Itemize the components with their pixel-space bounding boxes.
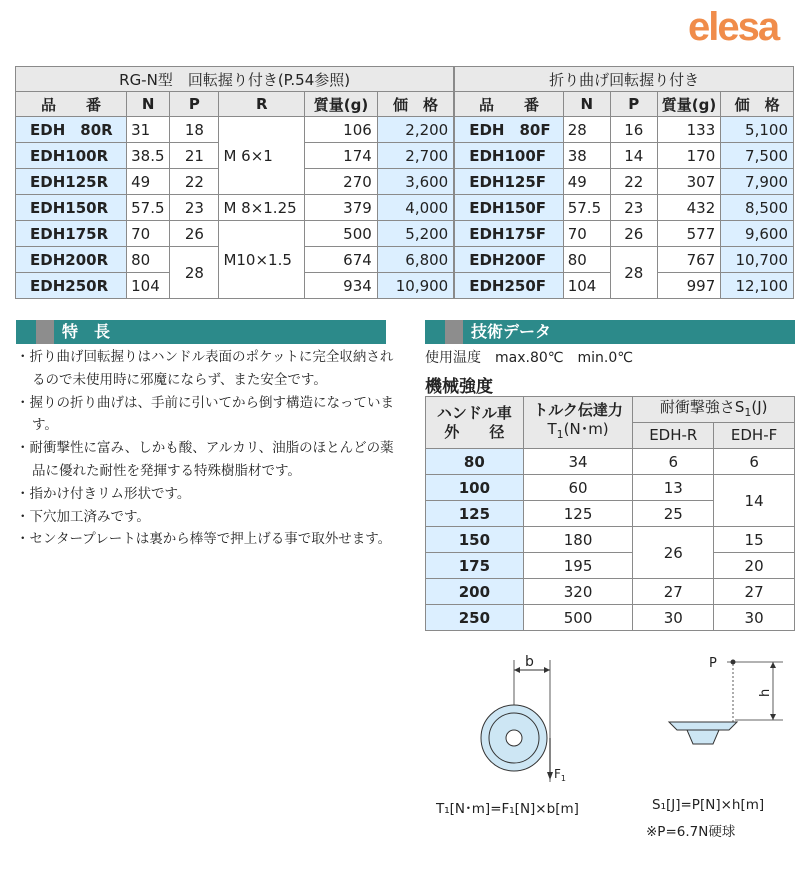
rg-n-group-title: RG-N型 回転握り付き(P.54参照)	[16, 67, 455, 92]
mass-cell: 270	[305, 169, 378, 195]
price-cell: 9,600	[721, 221, 794, 247]
table-row	[426, 475, 795, 501]
model-cell: EDH200F	[454, 247, 563, 273]
n-cell: 104	[127, 273, 170, 299]
r-cell: M10×1.5	[219, 221, 305, 299]
header-p: P	[610, 92, 657, 117]
header-edh-f: EDH-F	[714, 423, 795, 449]
price-cell: 5,100	[721, 117, 794, 143]
price-cell: 7,900	[721, 169, 794, 195]
r-cell: M 6×1	[219, 117, 305, 195]
table-row	[16, 117, 794, 143]
p-cell: 22	[610, 169, 657, 195]
list-item: ・ センタープレートは裏から棒等で押上げる事で取外せます。	[16, 528, 396, 551]
price-cell: 7,500	[721, 143, 794, 169]
torque-diagram	[470, 652, 580, 792]
folding-group-title: 折り曲げ回転握り付き	[454, 67, 793, 92]
model-cell: EDH100F	[454, 143, 563, 169]
price-cell: 2,200	[377, 117, 454, 143]
mass-cell: 997	[657, 273, 721, 299]
operating-temperature: 使用温度 max.80℃ min.0℃	[425, 350, 633, 366]
mass-cell: 106	[305, 117, 378, 143]
price-cell: 10,900	[377, 273, 454, 299]
features-title: 特 長	[62, 322, 111, 341]
p-cell: 18	[170, 117, 219, 143]
header-model: 品 番	[16, 92, 127, 117]
impact-diagram	[665, 652, 785, 764]
edh-r-cell: 13	[633, 475, 714, 501]
edh-r-cell: 30	[633, 605, 714, 631]
handwheel-section	[669, 722, 737, 730]
table-row	[426, 527, 795, 553]
torque-cell: 34	[523, 449, 633, 475]
list-item: ・ 下穴加工済みです。	[16, 506, 396, 529]
size-cell: 200	[426, 579, 524, 605]
size-cell: 125	[426, 501, 524, 527]
mass-cell: 500	[305, 221, 378, 247]
header-r: R	[219, 92, 305, 117]
mass-cell: 379	[305, 195, 378, 221]
table-row	[426, 553, 795, 579]
edh-f-cell: 30	[714, 605, 795, 631]
header-mass: 質量(g)	[657, 92, 721, 117]
p-cell: 21	[170, 143, 219, 169]
product-table	[15, 66, 794, 299]
model-cell: EDH150R	[16, 195, 127, 221]
section-marker	[445, 320, 463, 344]
p-cell: 28	[610, 247, 657, 299]
n-cell: 49	[127, 169, 170, 195]
p-label: P	[709, 656, 717, 671]
header-mass: 質量(g)	[305, 92, 378, 117]
model-cell: EDH100R	[16, 143, 127, 169]
mass-cell: 432	[657, 195, 721, 221]
mass-cell: 674	[305, 247, 378, 273]
size-cell: 250	[426, 605, 524, 631]
model-cell: EDH175F	[454, 221, 563, 247]
p-cell: 26	[170, 221, 219, 247]
torque-cell: 195	[523, 553, 633, 579]
edh-r-cell: 25	[633, 501, 714, 527]
price-cell: 5,200	[377, 221, 454, 247]
impact-formula: S₁[J]=P[N]×h[m]	[652, 797, 765, 813]
technical-header	[425, 320, 795, 344]
edh-r-cell: 26	[633, 527, 714, 579]
price-cell: 12,100	[721, 273, 794, 299]
price-cell: 8,500	[721, 195, 794, 221]
price-cell: 2,700	[377, 143, 454, 169]
features-list	[16, 346, 396, 551]
model-cell: EDH150F	[454, 195, 563, 221]
size-cell: 175	[426, 553, 524, 579]
technical-title: 技術データ	[471, 322, 552, 341]
n-cell: 31	[127, 117, 170, 143]
b-label: b	[525, 654, 534, 670]
header-n: N	[127, 92, 170, 117]
table-row	[16, 195, 794, 221]
p-cell: 14	[610, 143, 657, 169]
r-cell: M 8×1.25	[219, 195, 305, 221]
n-cell: 28	[563, 117, 610, 143]
p-cell: 23	[610, 195, 657, 221]
list-item: ・ 折り曲げ回転握りはハンドル表面のポケットに完全収納されるので未使用時に邪魔にならず、また安全です。	[16, 346, 396, 392]
p-cell: 16	[610, 117, 657, 143]
header-model: 品 番	[454, 92, 563, 117]
header-torque: トルク伝達力 $T_1(N$･m)	[523, 397, 633, 449]
list-item: ・ 握りの折り曲げは、手前に引いてから倒す構造になっています。	[16, 392, 396, 438]
list-item: ・ 指かけ付きリム形状です。	[16, 483, 396, 506]
n-cell: 38.5	[127, 143, 170, 169]
model-cell: EDH200R	[16, 247, 127, 273]
n-cell: 80	[563, 247, 610, 273]
header-price: 価 格	[721, 92, 794, 117]
h-label: h	[758, 688, 773, 697]
header-impact-strength: 耐衝撃強さ$S_1(J)$	[633, 397, 795, 423]
section-marker	[36, 320, 54, 344]
edh-f-cell: 27	[714, 579, 795, 605]
header-edh-r: EDH-R	[633, 423, 714, 449]
size-cell: 80	[426, 449, 524, 475]
force-arrow	[547, 772, 553, 780]
p-cell: 26	[610, 221, 657, 247]
table-row	[16, 221, 794, 247]
table-row	[16, 169, 794, 195]
model-cell: EDH175R	[16, 221, 127, 247]
edh-f-cell: 20	[714, 553, 795, 579]
n-cell: 70	[563, 221, 610, 247]
table-row	[426, 449, 795, 475]
features-header	[16, 320, 386, 344]
price-cell: 3,600	[377, 169, 454, 195]
f1-label: $F_1$	[554, 767, 566, 783]
torque-cell: 125	[523, 501, 633, 527]
torque-cell: 180	[523, 527, 633, 553]
mass-cell: 307	[657, 169, 721, 195]
torque-formula: T₁[N･m]=F₁[N]×b[m]	[436, 801, 579, 817]
header-price: 価 格	[377, 92, 454, 117]
n-cell: 70	[127, 221, 170, 247]
mass-cell: 934	[305, 273, 378, 299]
model-cell: EDH 80F	[454, 117, 563, 143]
mass-cell: 174	[305, 143, 378, 169]
n-cell: 80	[127, 247, 170, 273]
impact-note: ※P=6.7N硬球	[646, 824, 736, 840]
edh-f-cell: 15	[714, 527, 795, 553]
elesa-logo: elesa	[688, 5, 779, 49]
size-cell: 100	[426, 475, 524, 501]
price-cell: 6,800	[377, 247, 454, 273]
mass-cell: 767	[657, 247, 721, 273]
handwheel-hub	[506, 730, 522, 746]
n-cell: 104	[563, 273, 610, 299]
p-cell: 23	[170, 195, 219, 221]
table-row	[16, 143, 794, 169]
header-p: P	[170, 92, 219, 117]
model-cell: EDH125R	[16, 169, 127, 195]
price-cell: 10,700	[721, 247, 794, 273]
model-cell: EDH250R	[16, 273, 127, 299]
price-cell: 4,000	[377, 195, 454, 221]
strength-table	[425, 396, 795, 631]
size-cell: 150	[426, 527, 524, 553]
mass-cell: 170	[657, 143, 721, 169]
table-row	[16, 247, 794, 273]
torque-cell: 320	[523, 579, 633, 605]
n-cell: 57.5	[563, 195, 610, 221]
table-row	[16, 273, 794, 299]
model-cell: EDH125F	[454, 169, 563, 195]
mass-cell: 577	[657, 221, 721, 247]
strength-title: 機械強度	[425, 377, 493, 397]
edh-f-cell: 14	[714, 475, 795, 527]
header-handle-diameter: ハンドル車 外 径	[426, 397, 524, 449]
table-row	[426, 579, 795, 605]
torque-cell: 60	[523, 475, 633, 501]
edh-f-cell: 6	[714, 449, 795, 475]
n-cell: 38	[563, 143, 610, 169]
n-cell: 49	[563, 169, 610, 195]
header-n: N	[563, 92, 610, 117]
ball-point	[731, 660, 736, 665]
mass-cell: 133	[657, 117, 721, 143]
n-cell: 57.5	[127, 195, 170, 221]
table-row	[426, 605, 795, 631]
p-cell: 22	[170, 169, 219, 195]
edh-r-cell: 6	[633, 449, 714, 475]
p-cell: 28	[170, 247, 219, 299]
torque-cell: 500	[523, 605, 633, 631]
model-cell: EDH 80R	[16, 117, 127, 143]
edh-r-cell: 27	[633, 579, 714, 605]
list-item: ・ 耐衝撃性に富み、しかも酸、アルカリ、油脂のほとんどの薬品に優れた耐性を発揮する特殊樹脂材です。	[16, 437, 396, 483]
model-cell: EDH250F	[454, 273, 563, 299]
